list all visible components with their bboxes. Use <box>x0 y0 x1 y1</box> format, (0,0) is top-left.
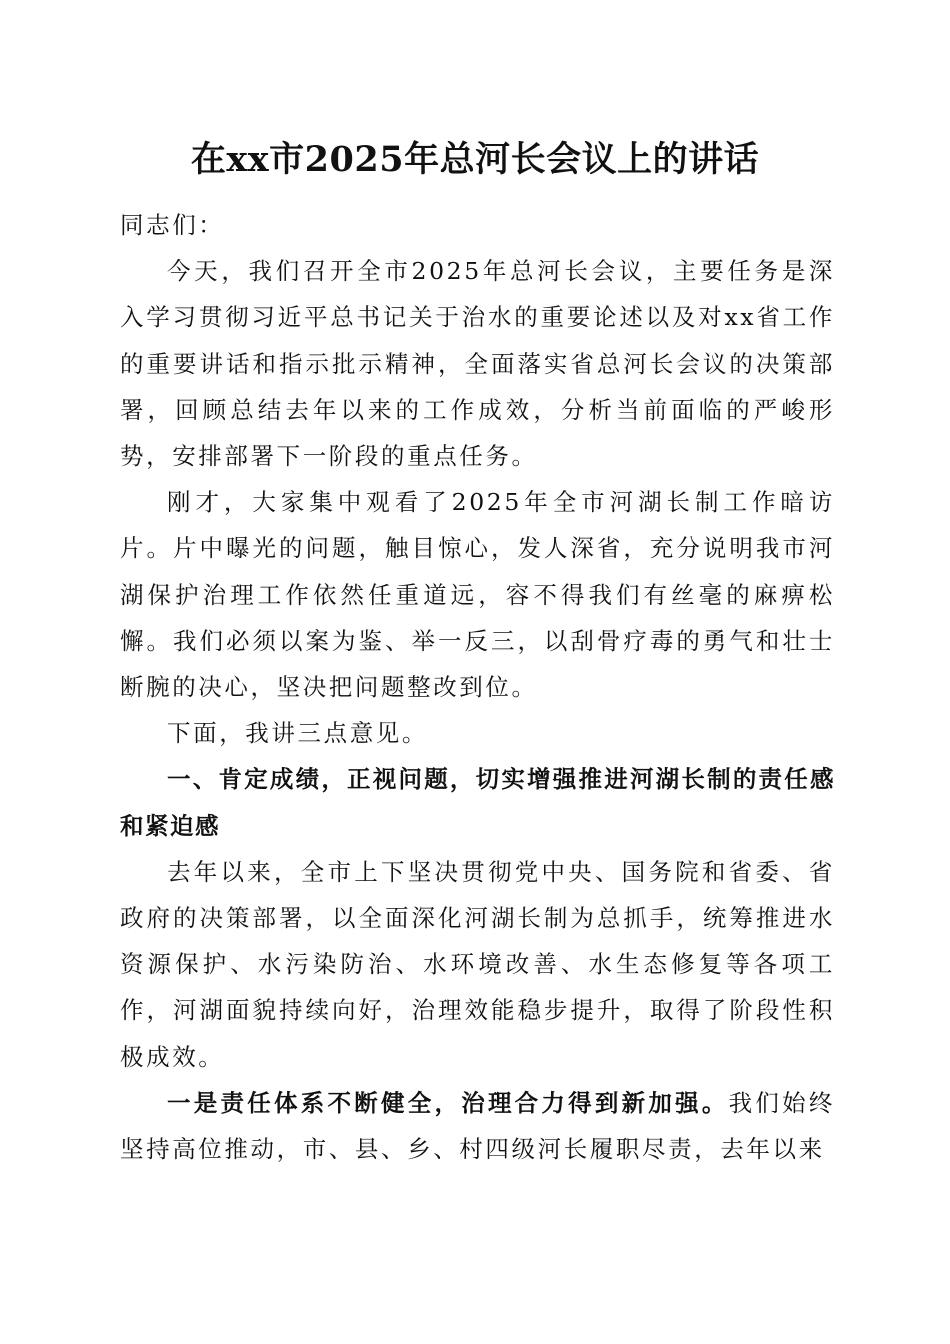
paragraph-outline: 下面，我讲三点意见。 <box>167 719 428 748</box>
document-title: 在xx市2025年总河长会议上的讲话 <box>190 139 760 180</box>
document-body <box>120 202 835 1172</box>
point-one-text: 我们始终坚持高位推动，市、县、乡、村四级河长履职尽责，去年以来 <box>120 1088 835 1164</box>
paragraph-opening: 今天，我们召开全市2025年总河长会议，主要任务是深入学习贯彻习近平总书记关于治水的重要论述以及对xx省工作的重要讲话和指示批示精神，全面落实省总河长会议的决策部署，回顾总结去年以来的工作成效，分析当前面临的严峻形势，安排部署下一阶段的重点任务。 <box>120 257 835 471</box>
point-one-lead: 一是责任体系不断健全，治理合力得到新加强。 <box>167 1088 729 1117</box>
section-heading-one: 一、肯定成绩，正视问题，切实增强推进河湖长制的责任感和紧迫感 <box>120 765 835 840</box>
paragraph-video-review: 刚才，大家集中观看了2025年全市河湖长制工作暗访片。片中曝光的问题，触目惊心，发人深省，充分说明我市河湖保护治理工作依然任重道远，容不得我们有丝毫的麻痹松懈。我们必须以案为鉴、举一反三，以刮骨疗毒的勇气和壮士断腕的决心，坚决把问题整改到位。 <box>120 488 835 702</box>
paragraph-point-one <box>120 1080 835 1172</box>
paragraph-achievements: 去年以来，全市上下坚决贯彻党中央、国务院和省委、省政府的决策部署，以全面深化河湖长制为总抓手，统筹推进水资源保护、水污染防治、水环境改善、水生态修复等各项工作，河湖面貌持续向好，治理效能稳步提升，取得了阶段性积极成效。 <box>120 857 835 1071</box>
salutation: 同志们： <box>120 211 225 239</box>
